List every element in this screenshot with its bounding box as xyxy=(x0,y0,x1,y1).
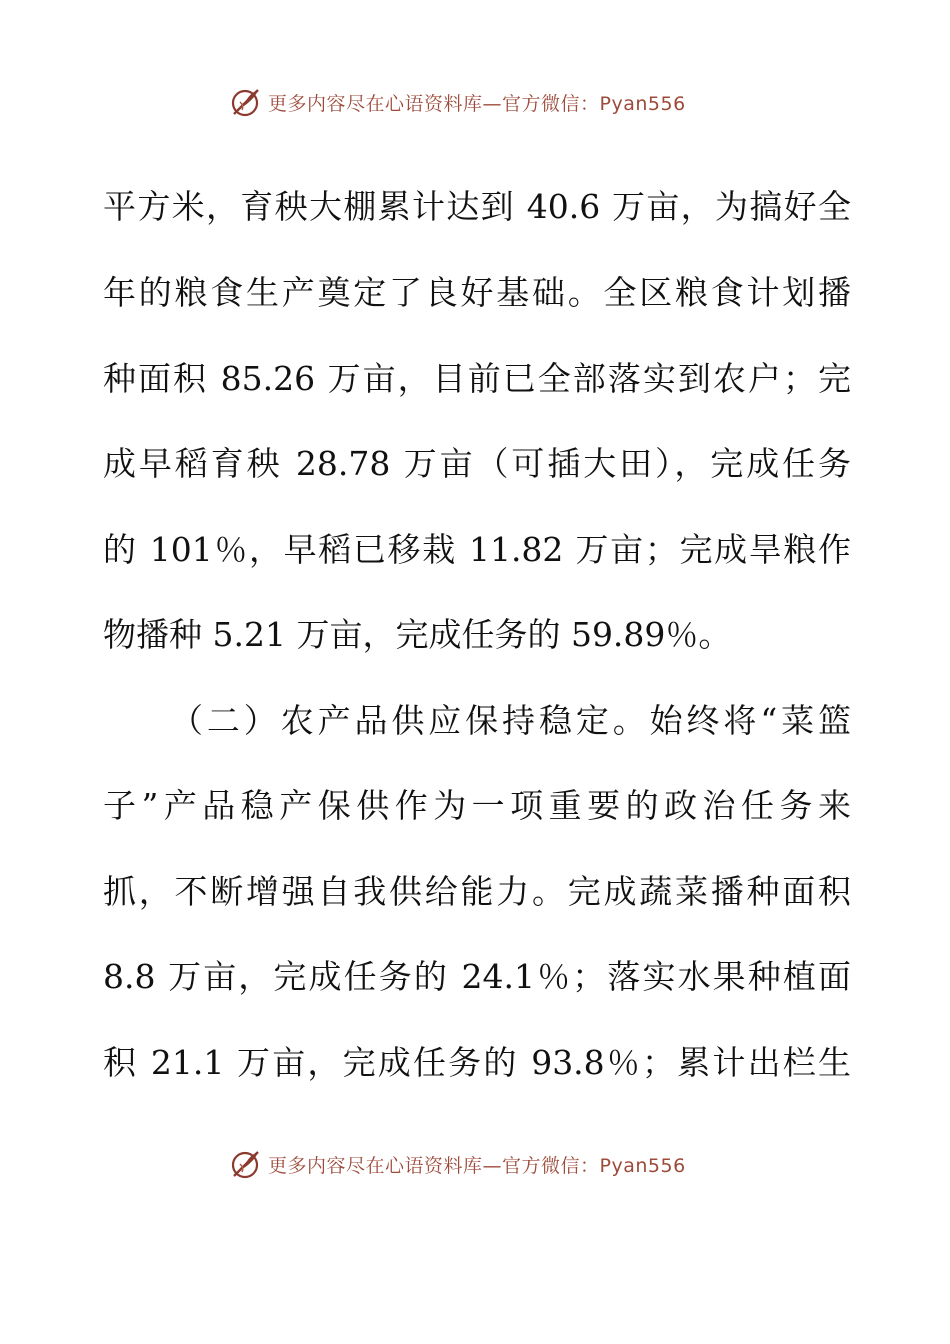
body-line: 物播种 5.21 万亩，完成任务的 59.89％。 xyxy=(103,615,732,654)
body-line: 的 101％，早稻已移栽 11.82 万亩；完成旱粮作 xyxy=(103,530,851,569)
body-line: 子”产品稳产保供作为一项重要的政治任务来 xyxy=(103,786,851,825)
body-line: 平方米，育秧大棚累计达到 40.6 万亩，为搞好全 xyxy=(103,187,851,226)
section-heading-line: （二）农产品供应保持稳定。始终将“菜篮 xyxy=(170,701,851,740)
feather-pen-logo-icon xyxy=(228,1146,264,1182)
watermark-text: 更多内容尽在心语资料库—官方微信：Pyan556 xyxy=(268,92,686,115)
watermark-banner-bottom xyxy=(228,1146,686,1182)
body-line: 种面积 85.26 万亩，目前已全部落实到农户；完 xyxy=(103,359,851,398)
body-line: 8.8 万亩，完成任务的 24.1％；落实水果种植面 xyxy=(103,957,851,996)
watermark-banner-top xyxy=(228,84,686,120)
body-line: 成早稻育秧 28.78 万亩（可插大田），完成任务 xyxy=(103,444,851,483)
body-line: 积 21.1 万亩，完成任务的 93.8％；累计出栏生 xyxy=(103,1043,851,1082)
watermark-text: 更多内容尽在心语资料库—官方微信：Pyan556 xyxy=(268,1154,686,1177)
feather-pen-logo-icon xyxy=(228,84,264,120)
body-line: 抓，不断增强自我供给能力。完成蔬菜播种面积 xyxy=(103,872,851,911)
body-line: 年的粮食生产奠定了良好基础。全区粮食计划播 xyxy=(103,273,851,312)
